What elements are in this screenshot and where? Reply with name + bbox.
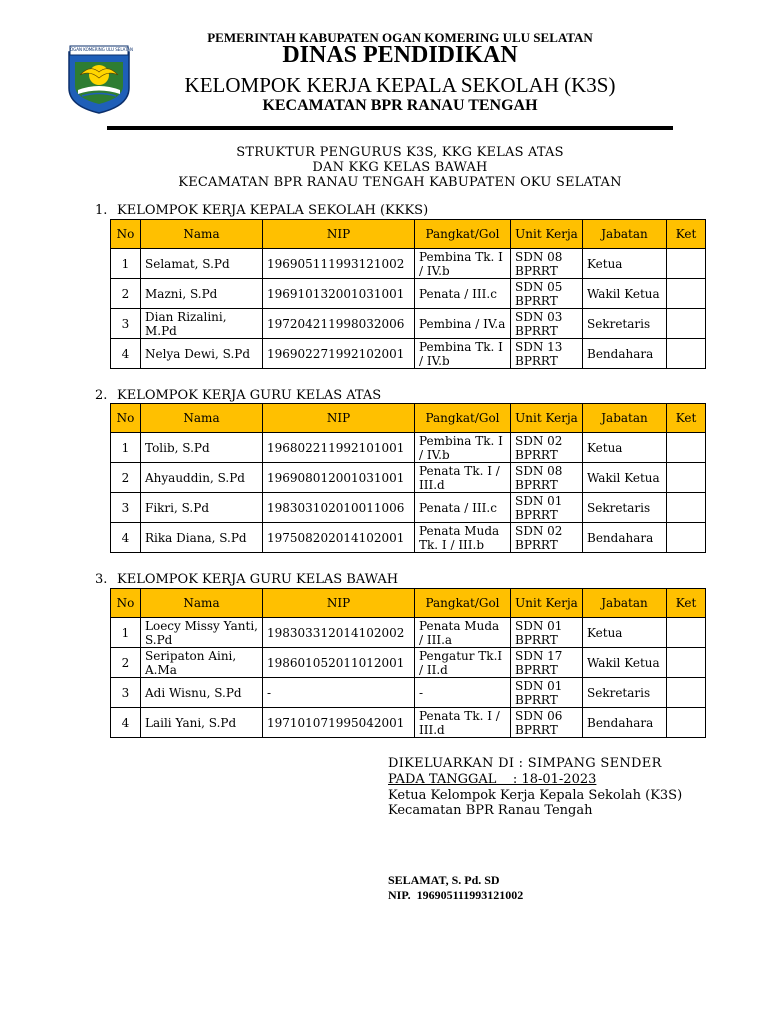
table-row <box>111 433 706 463</box>
col-unit-kerja-cell: SDN 08 BPRRT <box>511 249 583 279</box>
col-nama-cell: Loecy Missy Yanti, S.Pd <box>141 618 263 648</box>
col-no-cell: 4 <box>111 339 141 369</box>
col-jabatan-cell: Bendahara <box>583 708 667 738</box>
section-heading-2 <box>95 388 381 403</box>
col-jabatan-cell: Ketua <box>583 249 667 279</box>
header-col-nip: NIP <box>263 404 415 433</box>
table-header-row <box>111 220 706 249</box>
header-col-nama: Nama <box>141 589 263 618</box>
col-jabatan-cell: Sekretaris <box>583 493 667 523</box>
col-no-cell: 3 <box>111 678 141 708</box>
agency-name: DINAS PENDIDIKAN <box>282 42 518 68</box>
header-col-no: No <box>111 220 141 249</box>
col-nama-cell: Adi Wisnu, S.Pd <box>141 678 263 708</box>
header-col-nip: NIP <box>263 220 415 249</box>
col-nip-cell: 196802211992101001 <box>263 433 415 463</box>
col-unit-kerja-cell: SDN 13 BPRRT <box>511 339 583 369</box>
header-col-pangkat: Pangkat/Gol <box>415 589 511 618</box>
col-no-cell: 3 <box>111 493 141 523</box>
table-kkg-kelas-bawah <box>110 588 706 738</box>
col-jabatan-cell: Bendahara <box>583 339 667 369</box>
col-no-cell: 3 <box>111 309 141 339</box>
col-ket-cell <box>667 339 706 369</box>
table-row <box>111 339 706 369</box>
section-number: 1. <box>95 203 108 218</box>
col-no-cell: 1 <box>111 433 141 463</box>
col-ket-cell <box>667 493 706 523</box>
issued-date: PADA TANGGAL : 18-01-2023 <box>388 772 597 787</box>
header-col-nama: Nama <box>141 404 263 433</box>
col-jabatan-cell: Wakil Ketua <box>583 279 667 309</box>
government-name: PEMERINTAH KABUPATEN OGAN KOMERING ULU SELATAN <box>207 30 593 45</box>
col-ket-cell <box>667 678 706 708</box>
header-col-no: No <box>111 589 141 618</box>
col-nip-cell: 196910132001031001 <box>263 279 415 309</box>
col-nip-cell: 197101071995042001 <box>263 708 415 738</box>
table-row <box>111 523 706 553</box>
col-unit-kerja-cell: SDN 01 BPRRT <box>511 618 583 648</box>
col-nama-cell: Seripaton Aini, A.Ma <box>141 648 263 678</box>
col-no-cell: 4 <box>111 523 141 553</box>
col-no-cell: 2 <box>111 279 141 309</box>
logo-banner-text: OGAN KOMERING ULU SELATAN <box>70 47 133 52</box>
col-jabatan-cell: Wakil Ketua <box>583 463 667 493</box>
header-col-jabatan: Jabatan <box>583 220 667 249</box>
col-unit-kerja-cell: SDN 08 BPRRT <box>511 463 583 493</box>
col-ket-cell <box>667 523 706 553</box>
header-col-unit-kerja: Unit Kerja <box>511 589 583 618</box>
col-nama-cell: Mazni, S.Pd <box>141 279 263 309</box>
col-nip-cell: 197508202014102001 <box>263 523 415 553</box>
col-unit-kerja-cell: SDN 02 BPRRT <box>511 523 583 553</box>
table-row <box>111 618 706 648</box>
col-pangkat-cell: Pengatur Tk.I / II.d <box>415 648 511 678</box>
col-nip-cell: 196902271992102001 <box>263 339 415 369</box>
table-kkg-kelas-atas <box>110 403 706 553</box>
col-pangkat-cell: Pembina Tk. I / IV.b <box>415 339 511 369</box>
col-unit-kerja-cell: SDN 02 BPRRT <box>511 433 583 463</box>
document-title-line-1: STRUKTUR PENGURUS K3S, KKG KELAS ATAS <box>236 145 564 160</box>
col-ket-cell <box>667 279 706 309</box>
col-unit-kerja-cell: SDN 05 BPRRT <box>511 279 583 309</box>
col-jabatan-cell: Bendahara <box>583 523 667 553</box>
header-col-unit-kerja: Unit Kerja <box>511 220 583 249</box>
col-nama-cell: Fikri, S.Pd <box>141 493 263 523</box>
group-name: KELOMPOK KERJA KEPALA SEKOLAH (K3S) <box>184 73 616 97</box>
col-ket-cell <box>667 618 706 648</box>
col-ket-cell <box>667 249 706 279</box>
header-col-jabatan: Jabatan <box>583 404 667 433</box>
col-nama-cell: Rika Diana, S.Pd <box>141 523 263 553</box>
table-row <box>111 279 706 309</box>
table-row <box>111 648 706 678</box>
col-no-cell: 2 <box>111 648 141 678</box>
table-row <box>111 249 706 279</box>
col-no-cell: 4 <box>111 708 141 738</box>
signer-position: Ketua Kelompok Kerja Kepala Sekolah (K3S) <box>388 788 683 803</box>
col-pangkat-cell: Penata / III.c <box>415 493 511 523</box>
col-jabatan-cell: Sekretaris <box>583 678 667 708</box>
col-ket-cell <box>667 433 706 463</box>
col-pangkat-cell: Penata Muda / III.a <box>415 618 511 648</box>
table-row <box>111 678 706 708</box>
col-no-cell: 2 <box>111 463 141 493</box>
col-jabatan-cell: Ketua <box>583 618 667 648</box>
col-unit-kerja-cell: SDN 06 BPRRT <box>511 708 583 738</box>
col-ket-cell <box>667 708 706 738</box>
document-title-line-2: DAN KKG KELAS BAWAH <box>312 160 488 175</box>
table-row <box>111 463 706 493</box>
col-no-cell: 1 <box>111 249 141 279</box>
section-heading-3 <box>95 572 398 587</box>
table-row <box>111 708 706 738</box>
header-col-no: No <box>111 404 141 433</box>
header-col-ket: Ket <box>667 220 706 249</box>
header-col-unit-kerja: Unit Kerja <box>511 404 583 433</box>
col-nip-cell: 197204211998032006 <box>263 309 415 339</box>
section-title: KELOMPOK KERJA GURU KELAS BAWAH <box>117 572 399 587</box>
col-nip-cell: 198303312014102002 <box>263 618 415 648</box>
col-pangkat-cell: Pembina Tk. I / IV.b <box>415 249 511 279</box>
district-name: KECAMATAN BPR RANAU TENGAH <box>262 97 538 114</box>
col-nip-cell: 198601052011012001 <box>263 648 415 678</box>
col-pangkat-cell: Penata Tk. I / III.d <box>415 708 511 738</box>
header-col-pangkat: Pangkat/Gol <box>415 220 511 249</box>
table-row <box>111 493 706 523</box>
col-unit-kerja-cell: SDN 01 BPRRT <box>511 678 583 708</box>
col-nama-cell: Selamat, S.Pd <box>141 249 263 279</box>
col-jabatan-cell: Wakil Ketua <box>583 648 667 678</box>
col-pangkat-cell: Penata Muda Tk. I / III.b <box>415 523 511 553</box>
section-number: 2. <box>95 388 108 403</box>
signer-name: SELAMAT, S. Pd. SD <box>388 873 500 887</box>
col-jabatan-cell: Ketua <box>583 433 667 463</box>
header-col-nip: NIP <box>263 589 415 618</box>
col-nip-cell: 196905111993121002 <box>263 249 415 279</box>
col-unit-kerja-cell: SDN 03 BPRRT <box>511 309 583 339</box>
col-pangkat-cell: Pembina / IV.a <box>415 309 511 339</box>
header-col-ket: Ket <box>667 589 706 618</box>
section-title: KELOMPOK KERJA KEPALA SEKOLAH (KKKS) <box>117 203 429 218</box>
col-ket-cell <box>667 648 706 678</box>
section-number: 3. <box>95 572 108 587</box>
signer-nip: NIP. 196905111993121002 <box>388 888 524 902</box>
col-nama-cell: Ahyauddin, S.Pd <box>141 463 263 493</box>
signer-district: Kecamatan BPR Ranau Tengah <box>388 803 593 818</box>
section-heading-1 <box>95 203 428 218</box>
col-pangkat-cell: Penata Tk. I / III.d <box>415 463 511 493</box>
col-nama-cell: Dian Rizalini, M.Pd <box>141 309 263 339</box>
col-nip-cell: 198303102010011006 <box>263 493 415 523</box>
col-pangkat-cell: - <box>415 678 511 708</box>
col-nip-cell: 196908012001031001 <box>263 463 415 493</box>
col-unit-kerja-cell: SDN 01 BPRRT <box>511 493 583 523</box>
col-jabatan-cell: Sekretaris <box>583 309 667 339</box>
document-title-line-3: KECAMATAN BPR RANAU TENGAH KABUPATEN OKU SELATAN <box>178 175 622 190</box>
col-nama-cell: Laili Yani, S.Pd <box>141 708 263 738</box>
col-nip-cell: - <box>263 678 415 708</box>
col-nama-cell: Nelya Dewi, S.Pd <box>141 339 263 369</box>
col-pangkat-cell: Pembina Tk. I / IV.b <box>415 433 511 463</box>
col-pangkat-cell: Penata / III.c <box>415 279 511 309</box>
col-ket-cell <box>667 309 706 339</box>
header-col-nama: Nama <box>141 220 263 249</box>
table-header-row <box>111 589 706 618</box>
col-ket-cell <box>667 463 706 493</box>
header-col-jabatan: Jabatan <box>583 589 667 618</box>
table-row <box>111 309 706 339</box>
header-col-pangkat: Pangkat/Gol <box>415 404 511 433</box>
header-col-ket: Ket <box>667 404 706 433</box>
col-nama-cell: Tolib, S.Pd <box>141 433 263 463</box>
table-kkks <box>110 219 706 369</box>
section-title: KELOMPOK KERJA GURU KELAS ATAS <box>117 388 382 403</box>
col-no-cell: 1 <box>111 618 141 648</box>
issued-place: DIKELUARKAN DI : SIMPANG SENDER <box>388 756 662 771</box>
letterhead-divider <box>107 126 673 130</box>
col-unit-kerja-cell: SDN 17 BPRRT <box>511 648 583 678</box>
table-header-row <box>111 404 706 433</box>
